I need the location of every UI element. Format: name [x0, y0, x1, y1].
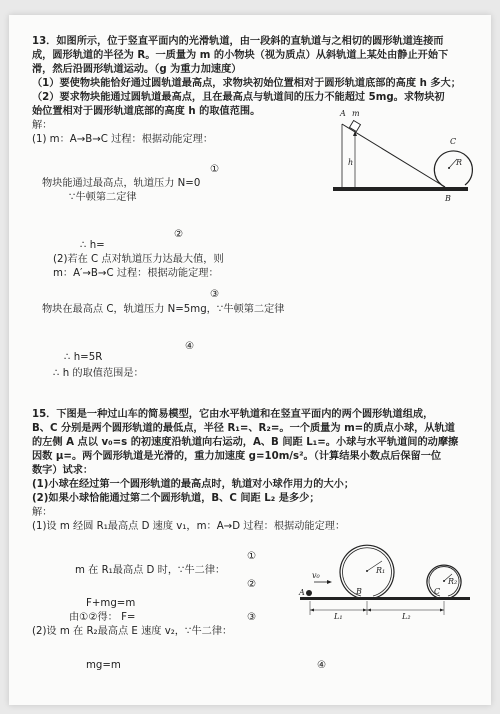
p13-question2-line1: （2）要求物块能通过圆轨道最高点，且在最高点与轨道间的压力不能超过 5mg。求物块初 [32, 92, 445, 103]
p15-question2: (2)如果小球恰能通过第二个圆形轨道，B、C 间距 L₂ 是多少； [32, 493, 320, 504]
p15-solution-step5: (2)设 m 在 R₂最高点 E 速度 v₂，∵牛二律： [32, 626, 233, 637]
loop-1-center [366, 570, 368, 572]
label-m: m [352, 109, 360, 118]
ground-line [333, 187, 468, 191]
loop-2-center [443, 580, 445, 582]
loop-center [448, 167, 450, 169]
dim-arrow-l1-right [363, 609, 367, 612]
p13-eq-number-1: ① [210, 164, 220, 175]
p15-eq-number-2: ② [247, 579, 257, 590]
p13-solution-step4: ∴ h= [80, 240, 105, 251]
p15-rollercoaster-diagram [292, 529, 474, 621]
horizontal-track [300, 597, 470, 600]
label-B: B [356, 587, 362, 596]
label-B: B [445, 194, 451, 202]
p13-solution-step7: 物块在最高点 C，轨道压力 N=5mg，∵牛顿第二定律 [42, 304, 285, 315]
p15-solution-step3: F+mg=m [86, 598, 136, 609]
p13-eq-number-3: ③ [210, 289, 220, 300]
p15-stem-line1: 15．下图是一种过山车的简易模型，它由水平轨道和在竖直平面内的两个圆形轨道组成， [32, 409, 434, 420]
p15-solution-step1: (1)设 m 经圆 R₁最高点 D 速度 v₁，m：A→D 过程：根据动能定理： [32, 521, 346, 532]
label-R: R [456, 158, 463, 167]
p13-solution-step5: (2)若在 C 点对轨道压力达最大值，则 [53, 254, 224, 265]
p15-eq-number-1: ① [247, 551, 257, 562]
label-C: C [450, 137, 457, 146]
p13-stem-line3: 滑，然后沿圆形轨道运动。（g 为重力加速度） [32, 64, 242, 75]
velocity-arrow-head [327, 580, 332, 584]
dim-arrow-l2-left [367, 609, 371, 612]
label-R1: R₁ [376, 566, 386, 575]
p15-question1: (1)小球在经过第一个圆形轨道的最高点时，轨道对小球作用力的大小； [32, 479, 355, 490]
p15-solution-step2: m 在 R₁最高点 D 时，∵牛二律： [75, 565, 226, 576]
p15-stem-line2: B、C 分别是两个圆形轨道的最低点，半径 R₁=、R₂=。一个质量为 m=的质点小球，从轨道 [32, 423, 455, 434]
label-R2: R₂ [448, 577, 458, 586]
label-L2: L₂ [402, 612, 411, 621]
dim-arrow-l2-right [440, 609, 444, 612]
p13-eq-number-2: ② [174, 229, 184, 240]
p15-stem-line3: 的左侧 A 点以 v₀=s 的初速度沿轨道向右运动，A、B 间距 L₁=。小球与水平轨道间的动摩擦 [32, 437, 459, 448]
p15-stem-line5: 数字）试求： [32, 465, 94, 476]
p13-solution-step2: 物块能通过最高点，轨道压力 N=0 [42, 178, 201, 189]
label-A: A [299, 588, 305, 597]
p13-solution-step8: ∴ h=5R [64, 352, 103, 363]
label-C: C [434, 587, 441, 596]
p15-solution-step4: 由①②得： F= [69, 612, 136, 623]
p13-solution-step6: m：A′→B→C 过程：根据动能定理： [53, 268, 219, 279]
p15-solution-step6: mg=m [86, 660, 121, 671]
label-h: h [348, 158, 354, 167]
p13-stem-line1: 13．如图所示，位于竖直平面内的光滑轨道，由一段斜的直轨道与之相切的圆形轨道连接而 [32, 36, 444, 47]
p13-stem-line2: 成，圆形轨道的半径为 R。一质量为 m 的小物块（视为质点）从斜轨道上某处由静止开始下 [32, 50, 449, 61]
label-A: A [340, 109, 346, 118]
p13-solution-step1: (1) m：A→B→C 过程：根据动能定理： [32, 134, 214, 145]
incline-track [342, 124, 445, 187]
label-v0: v₀ [312, 571, 320, 580]
p15-eq-number-3: ③ [247, 612, 257, 623]
circular-loop [434, 151, 472, 187]
p13-solution-step9: ∴ h 的取值范围是： [53, 368, 144, 379]
p13-track-diagram [327, 107, 477, 202]
p13-solution-step3: ∵牛顿第二定律 [69, 192, 137, 203]
p15-eq-number-4: ④ [317, 660, 327, 671]
p13-question1: （1）要使物块能恰好通过圆轨道最高点，求物块初始位置相对于圆形轨道底部的高度 h 多大； [32, 78, 461, 89]
p13-eq-number-4: ④ [185, 341, 195, 352]
label-L1: L₁ [334, 612, 343, 621]
p13-solution-label: 解： [32, 120, 53, 131]
ball [306, 590, 312, 596]
worksheet-page [9, 15, 491, 705]
p15-solution-label: 解： [32, 507, 53, 518]
p15-stem-line4: 因数 μ=。两个圆形轨道是光滑的，重力加速度 g=10m/s²。（计算结果小数点后保留一位 [32, 451, 442, 462]
p13-question2-line2: 始位置相对于圆形轨道底部的高度 h 的取值范围。 [32, 106, 261, 117]
dim-arrow-l1-left [310, 609, 314, 612]
